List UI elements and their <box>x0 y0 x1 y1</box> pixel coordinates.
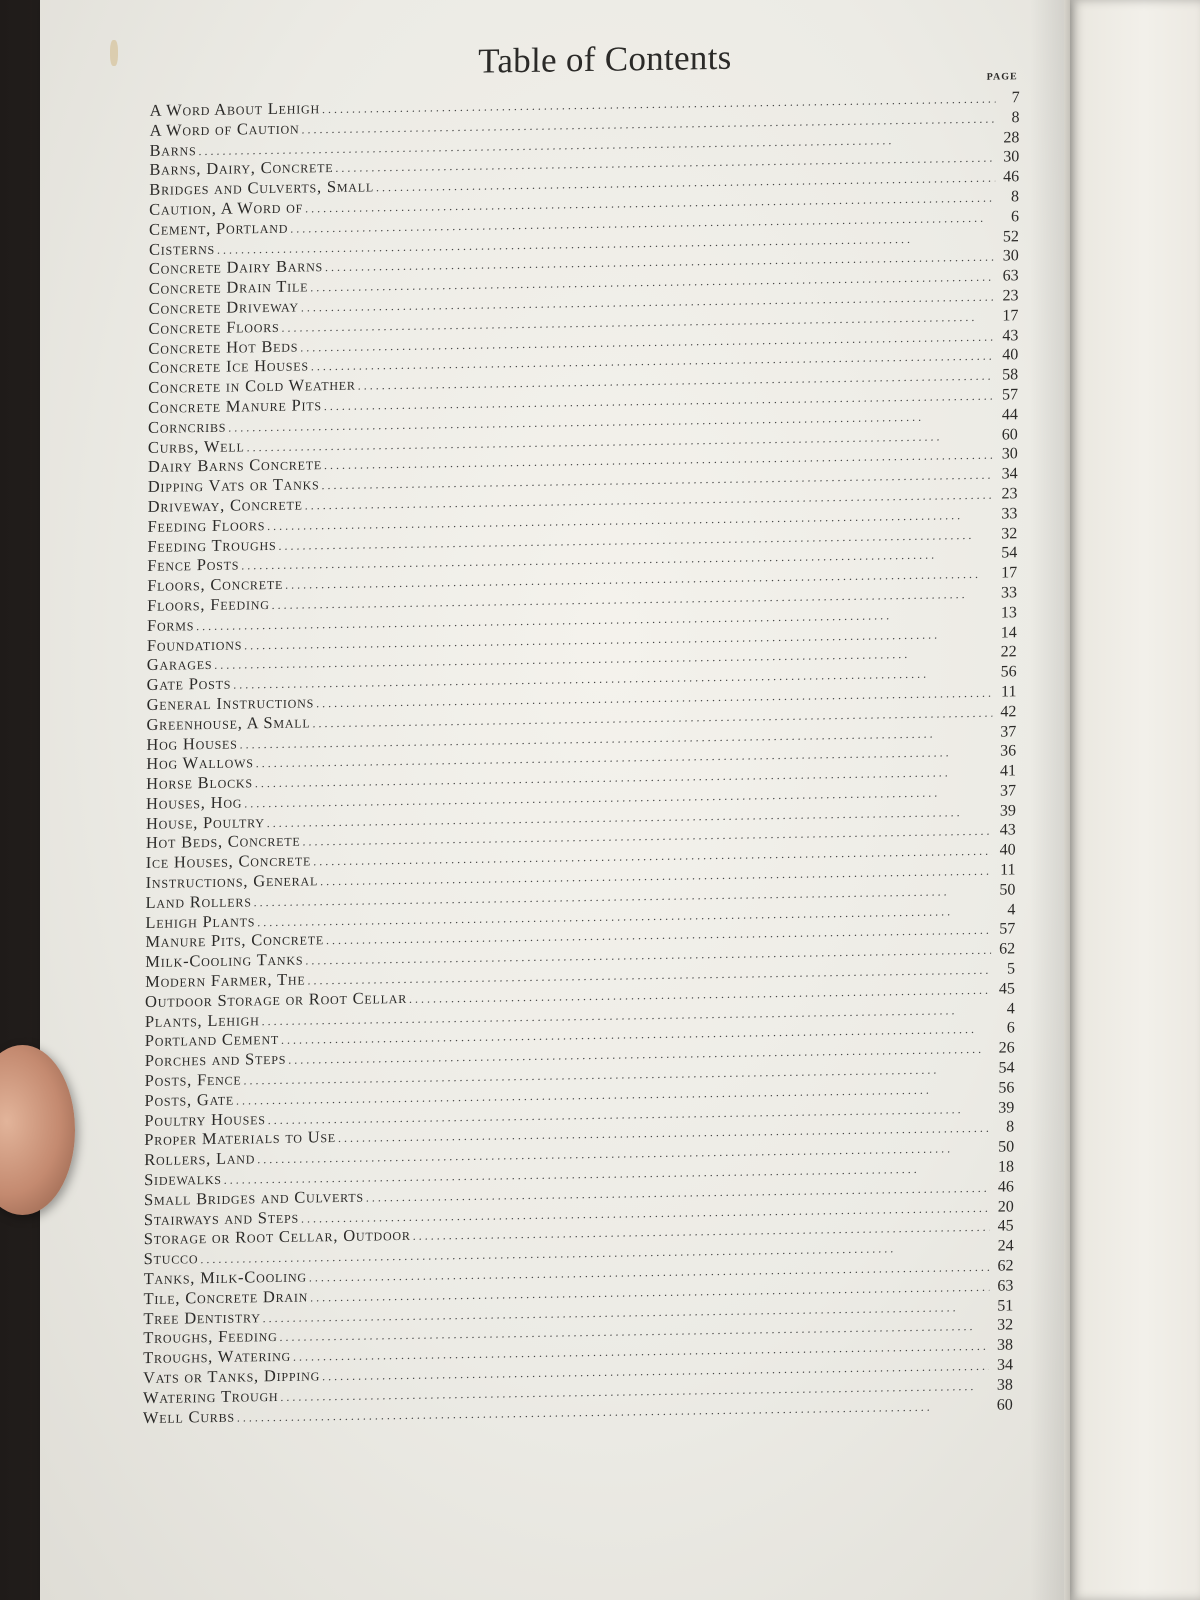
toc-entry-page: 32 <box>997 1316 1014 1335</box>
toc-entry-label: Feeding Floors <box>147 514 266 536</box>
toc-entry-page: 57 <box>999 920 1016 939</box>
toc-entry-page: 60 <box>996 1396 1013 1414</box>
toc-entry-page: 30 <box>1003 148 1020 166</box>
toc-entry-page: 43 <box>1002 326 1019 345</box>
page-title: Table of Contents <box>478 37 732 81</box>
toc-entry-page: 28 <box>1003 128 1020 147</box>
toc-entry-label: A Word About Lehigh <box>149 98 321 120</box>
toc-entry-page: 38 <box>997 1336 1014 1354</box>
toc-entry-label: Concrete in Cold Weather <box>148 374 356 398</box>
toc-entry-page: 30 <box>1001 445 1018 463</box>
toc-entry-page: 20 <box>997 1198 1014 1216</box>
toc-entry-label: Portland Cement <box>144 1029 280 1051</box>
toc-entry-label: Foundations <box>146 633 243 655</box>
toc-entry-label: Instructions, General <box>145 870 319 893</box>
toc-entry-page: 46 <box>1003 168 1020 186</box>
toc-entry-page: 50 <box>998 1138 1015 1156</box>
toc-entry-page: 6 <box>1010 207 1020 226</box>
toc-entry-label: Outdoor Storage or Root Cellar <box>144 987 408 1011</box>
toc-entry-page: 17 <box>1002 306 1019 325</box>
toc-entry-label: Hot Beds, Concrete <box>145 831 301 853</box>
toc-entry-page: 63 <box>1002 267 1019 285</box>
toc-entry-label: Tile, Concrete Drain <box>143 1286 309 1308</box>
toc-entry-page: 38 <box>996 1376 1013 1394</box>
toc-entry-label: Dairy Barns Concrete <box>147 454 323 477</box>
toc-entry-label: Troughs, Watering <box>143 1345 292 1368</box>
facing-page <box>1060 0 1200 1600</box>
toc-entry-label: Milk-Cooling Tanks <box>145 949 304 972</box>
toc-entry-label: Caution, A Word of <box>149 197 304 219</box>
paper-stain <box>110 40 118 66</box>
toc-entry-page: 34 <box>996 1356 1014 1374</box>
toc-entry-page: 63 <box>997 1277 1014 1295</box>
toc-entry-page: 32 <box>1001 524 1018 543</box>
toc-entry-label: Hog Wallows <box>146 752 254 774</box>
toc-entry-page: 33 <box>1000 584 1018 602</box>
toc-entry-label: Concrete Driveway <box>148 296 299 318</box>
toc-entry-page: 44 <box>1001 405 1018 424</box>
toc-entry-page: 42 <box>1000 703 1017 721</box>
toc-entry-label: Concrete Dairy Barns <box>148 256 324 279</box>
toc-entry-page: 4 <box>1006 1000 1015 1018</box>
toc-entry-label: Houses, Hog <box>146 792 243 813</box>
toc-entry-label: Concrete Hot Beds <box>148 336 299 358</box>
toc-entry-label: Stucco <box>143 1248 199 1269</box>
toc-entry-page: 23 <box>1001 485 1018 503</box>
toc-entry-page: 37 <box>999 782 1017 800</box>
toc-entry-label: Cisterns <box>148 238 216 259</box>
toc-entry-label: Poultry Houses <box>144 1108 266 1130</box>
toc-entry-page: 40 <box>999 841 1016 859</box>
toc-entry-label: Floors, Feeding <box>147 593 270 615</box>
book-page <box>40 0 1070 1600</box>
toc-entry-label: Well Curbs <box>142 1406 235 1427</box>
toc-entry-label: Rollers, Land <box>144 1148 256 1170</box>
toc-entry-label: Posts, Gate <box>144 1089 235 1110</box>
toc-entry-label: Dipping Vats or Tanks <box>147 474 320 497</box>
toc-entry-page: 5 <box>1006 960 1016 978</box>
toc-entry-label: Plants, Lehigh <box>144 1009 260 1031</box>
toc-entry-label: Hog Houses <box>146 733 238 754</box>
toc-entry-page: 40 <box>1002 346 1019 364</box>
toc-entry-page: 8 <box>1011 188 1020 206</box>
toc-entry-label: House, Poultry <box>145 811 265 833</box>
toc-entry-label: Lehigh Plants <box>145 910 256 932</box>
toc-entry-page: 51 <box>997 1297 1014 1315</box>
toc-entry-page: 4 <box>1007 901 1016 919</box>
toc-entry-label: Posts, Fence <box>144 1069 242 1091</box>
toc-entry-label: General Instructions <box>146 692 315 714</box>
toc-entry-label: Garages <box>146 654 213 675</box>
toc-entry-label: Watering Trough <box>142 1385 279 1407</box>
toc-entry-label: A Word of Caution <box>149 118 300 140</box>
toc-entry-label: Concrete Ice Houses <box>148 355 309 378</box>
toc-entry-page: 52 <box>1002 227 1019 246</box>
toc-entry-page: 62 <box>999 940 1016 958</box>
toc-entry-label: Bridges and Culverts, Small <box>149 176 375 200</box>
toc-entry-label: Storage or Root Cellar, Outdoor <box>143 1225 411 1249</box>
toc-entry-page: 37 <box>1000 722 1017 741</box>
toc-entry-page: 23 <box>1002 287 1019 305</box>
toc-entry-page: 46 <box>997 1178 1014 1196</box>
toc-content <box>142 31 1020 1565</box>
toc-entry-page: 18 <box>997 1158 1015 1176</box>
toc-entry-page: 50 <box>999 881 1016 899</box>
toc-entry-label: Land Rollers <box>145 891 252 912</box>
toc-entry-label: Concrete Floors <box>148 316 280 338</box>
toc-entry-label: Small Bridges and Culverts <box>143 1186 364 1209</box>
toc-entry-page: 45 <box>997 1217 1014 1236</box>
page-column-label: PAGE <box>986 71 1018 83</box>
toc-entry-label: Concrete Drain Tile <box>148 276 309 299</box>
toc-entry-page: 7 <box>1011 89 1020 107</box>
toc-entry-label: Ice Houses, Concrete <box>145 850 312 873</box>
toc-entry-page: 11 <box>1001 683 1017 701</box>
toc-entry-label: Vats or Tanks, Dipping <box>143 1365 321 1388</box>
toc-entry-page: 22 <box>1000 643 1017 661</box>
toc-entry-page: 56 <box>1000 663 1017 681</box>
toc-entry-page: 56 <box>998 1079 1015 1097</box>
toc-entry-page: 26 <box>998 1039 1015 1057</box>
toc-entry-label: Tree Dentistry <box>143 1306 261 1328</box>
page-edge <box>1064 0 1070 1600</box>
toc-entry-label: Tanks, Milk-Cooling <box>143 1266 307 1289</box>
toc-entry-page: 24 <box>997 1237 1014 1255</box>
toc-entry-page: 45 <box>998 980 1015 998</box>
toc-entry-page: 43 <box>999 821 1016 840</box>
toc-entry-page: 57 <box>1002 386 1019 404</box>
toc-entry-label: Barns <box>149 139 197 160</box>
toc-entry-label: Barns, Dairy, Concrete <box>149 157 334 180</box>
toc-entry-page: 6 <box>1006 1019 1015 1037</box>
toc-entry-page: 54 <box>998 1059 1015 1077</box>
toc-entry-label: Corncribs <box>148 416 227 437</box>
toc-entry-label: Proper Materials to Use <box>144 1127 337 1150</box>
toc-entry-page: 36 <box>1000 742 1017 760</box>
toc-entry-label: Modern Farmer, The <box>145 969 306 992</box>
toc-entry-page: 34 <box>1001 465 1018 483</box>
toc-entry-label: Concrete Manure Pits <box>148 395 322 417</box>
toc-entry-label: Sidewalks <box>144 1168 222 1190</box>
toc-entry-label: Horse Blocks <box>146 772 253 794</box>
toc-entry-page: 33 <box>1001 504 1018 523</box>
toc-entry-page: 30 <box>1002 247 1019 265</box>
toc-entry-page: 60 <box>1001 425 1018 444</box>
toc-entry-page: 8 <box>1011 108 1020 127</box>
toc-entry-label: Fence Posts <box>147 554 240 576</box>
toc-entry-label: Curbs, Well <box>147 435 245 457</box>
toc-entry-label: Stairways and Steps <box>143 1207 300 1229</box>
toc-entry-label: Manure Pits, Concrete <box>145 929 325 952</box>
toc-entry-label: Greenhouse, A Small <box>146 712 311 734</box>
toc-entry-page: 13 <box>1000 604 1017 622</box>
toc-entry-label: Troughs, Feeding <box>143 1326 278 1348</box>
toc-entry-page: 54 <box>1001 544 1018 562</box>
toc-entry-label: Porches and Steps <box>144 1049 287 1071</box>
toc-entry-page: 11 <box>1000 861 1016 879</box>
toc-entry-page: 39 <box>999 802 1016 820</box>
toc-entry-label: Forms <box>146 614 195 635</box>
toc-entry-label: Driveway, Concrete <box>147 494 303 516</box>
toc-entry-label: Floors, Concrete <box>147 573 284 596</box>
toc-entry-page: 14 <box>1000 623 1017 642</box>
toc-entry-page: 41 <box>1000 762 1017 780</box>
toc-entry-label: Gate Posts <box>146 673 232 695</box>
toc-entry-page: 62 <box>997 1257 1014 1275</box>
toc-entry-page: 17 <box>1001 564 1018 582</box>
toc-entry-label: Feeding Troughs <box>147 534 277 556</box>
toc-entry-page: 58 <box>1002 366 1019 384</box>
toc-entry-page: 39 <box>998 1099 1015 1117</box>
toc-entry-label: Cement, Portland <box>149 217 289 239</box>
toc-entry-page: 8 <box>1006 1118 1015 1136</box>
toc-list <box>143 87 1020 1427</box>
